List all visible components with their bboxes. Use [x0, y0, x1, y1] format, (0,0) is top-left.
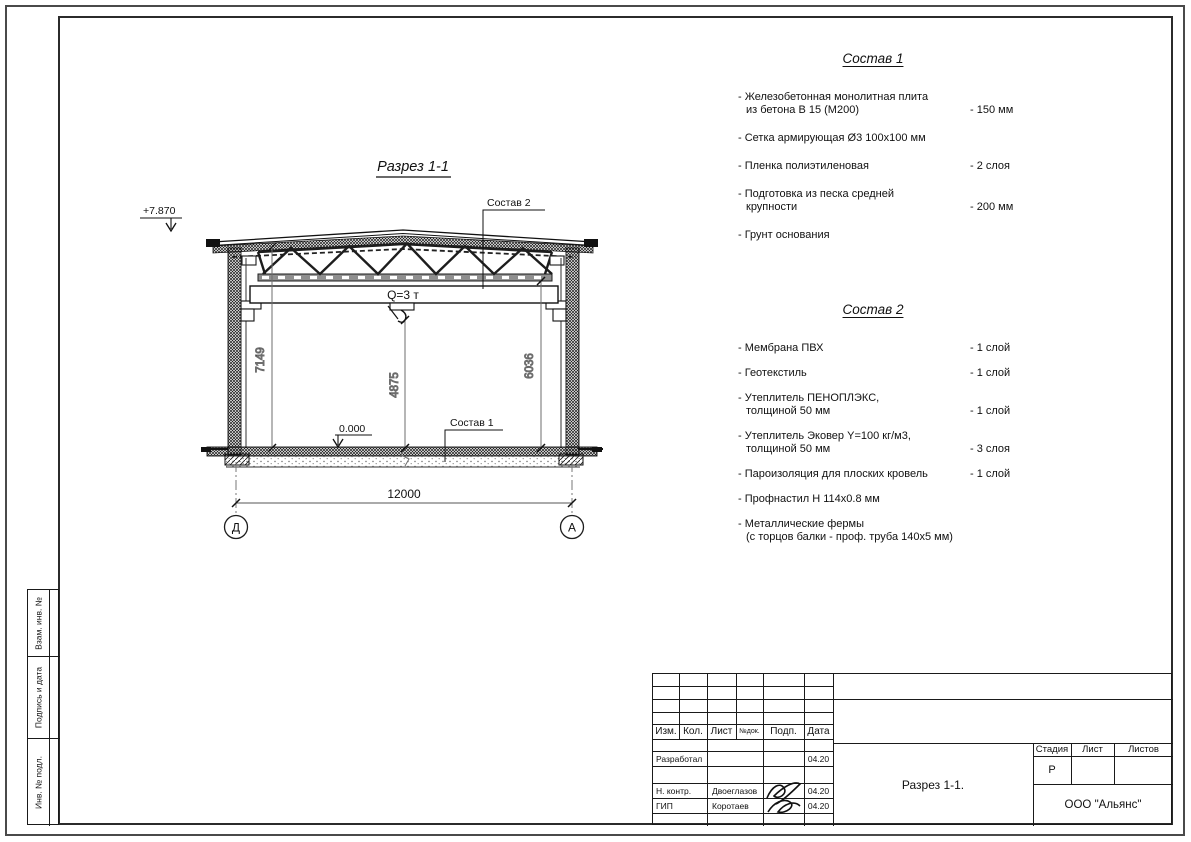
list-item: - Железобетонная монолитная плита из бетона В 15 (М200) - 150 мм: [738, 91, 1014, 116]
tb-stage-value: Р: [1048, 764, 1056, 776]
list-item: - Сетка армирующая Ø3 100х100 мм: [738, 132, 926, 144]
tb-date: 04.20: [807, 753, 830, 764]
tb-col-ndok: №док.: [739, 728, 760, 735]
dimension-span: [225, 462, 584, 539]
dim-height-right: 6036: [524, 353, 536, 379]
dim-height-center: 4875: [389, 372, 401, 398]
side-label-podpis: Подпись и дата: [33, 666, 43, 728]
signature-scribble: [764, 774, 804, 818]
elevation-mark-top: [140, 205, 182, 231]
list-item: - Геотекстиль - 1 слой: [738, 367, 1011, 379]
roof-edge-cap-left: [206, 239, 220, 247]
tb-company: ООО "Альянс": [1064, 799, 1142, 811]
side-stamp: [27, 589, 59, 825]
tb-role-developer: Разработал: [656, 753, 703, 764]
tb-date: 04.20: [807, 800, 830, 811]
truss-bearing-left: [242, 256, 256, 265]
tb-sheet-label: Лист: [1082, 744, 1103, 755]
elevation-mark-zero: [333, 423, 372, 447]
list-item: - Металлические фермы (с торцов балки - проф. труба 140х5 мм): [738, 518, 953, 543]
svg-text:+7.870: +7.870: [143, 205, 176, 217]
wall-left: [228, 248, 241, 455]
tb-role-gip: ГИП: [656, 800, 673, 811]
side-label-inv: Инв. № подл.: [33, 755, 43, 809]
material-list-sostav1: [738, 52, 1038, 257]
foundation-left: [225, 454, 249, 465]
tb-col-izm: Изм.: [655, 726, 677, 737]
side-label-vzam: Взам. инв. №: [33, 596, 43, 650]
list-item: - Подготовка из песка средней крупности - 200 мм: [738, 188, 1014, 213]
list-item: - Пленка полиэтиленовая - 2 слоя: [738, 160, 1011, 172]
dim-span-label: 12000: [387, 487, 421, 501]
tb-stage-label: Стадия: [1035, 744, 1069, 755]
title-block: [652, 673, 1172, 825]
wall-right: [566, 248, 579, 455]
foundation-right: [559, 454, 583, 465]
sostav1-title: Состав 1: [842, 51, 904, 66]
dim-height-left: 7149: [255, 347, 267, 373]
list-item: - Пароизоляция для плоских кровель - 1 слой: [738, 468, 1011, 480]
view-title: [376, 159, 451, 177]
material-list-sostav2: [738, 303, 1038, 556]
tb-date: 04.20: [807, 785, 830, 796]
sand-layer: [226, 456, 580, 467]
roof-edge-cap-right: [584, 239, 598, 247]
svg-text:0.000: 0.000: [339, 423, 366, 435]
tb-name-gip: Коротаев: [712, 800, 749, 811]
truss-bearing-right: [550, 256, 564, 265]
view-title-text: Разрез 1-1: [377, 159, 449, 175]
tb-role-ncontrol: Н. контр.: [656, 785, 692, 796]
tb-col-data: Дата: [807, 726, 830, 737]
tb-sheets-label: Листов: [1128, 744, 1159, 755]
sostav2-title: Состав 2: [842, 302, 904, 317]
crane-beam: [250, 286, 558, 322]
tb-doc-title: Разрез 1-1.: [901, 777, 965, 792]
list-item: - Грунт основания: [738, 229, 830, 241]
list-item: - Мембрана ПВХ - 1 слой: [738, 342, 1011, 354]
svg-text:Состав 2: Состав 2: [487, 197, 531, 209]
tb-name-ncontrol: Двоеглазов: [712, 785, 758, 796]
tb-col-kol: Кол.: [683, 726, 703, 737]
crane-trolley: [390, 303, 414, 310]
axis-label-left: Д: [231, 520, 241, 535]
roof-truss: [242, 244, 564, 282]
crane-capacity-label: Q=3 т: [387, 288, 419, 302]
list-item: - Профнастил Н 114х0.8 мм: [738, 493, 880, 505]
tb-col-podp: Подп.: [770, 726, 797, 737]
list-item: - Утеплитель Эковер Y=100 кг/м3, толщиной 50 мм - 3 слоя: [738, 430, 1011, 455]
svg-text:Состав 1: Состав 1: [450, 417, 494, 429]
axis-label-right: А: [567, 520, 577, 535]
tb-col-list: Лист: [710, 726, 733, 737]
list-item: - Утеплитель ПЕНОПЛЭКС, толщиной 50 мм - 1 слой: [738, 392, 1011, 417]
